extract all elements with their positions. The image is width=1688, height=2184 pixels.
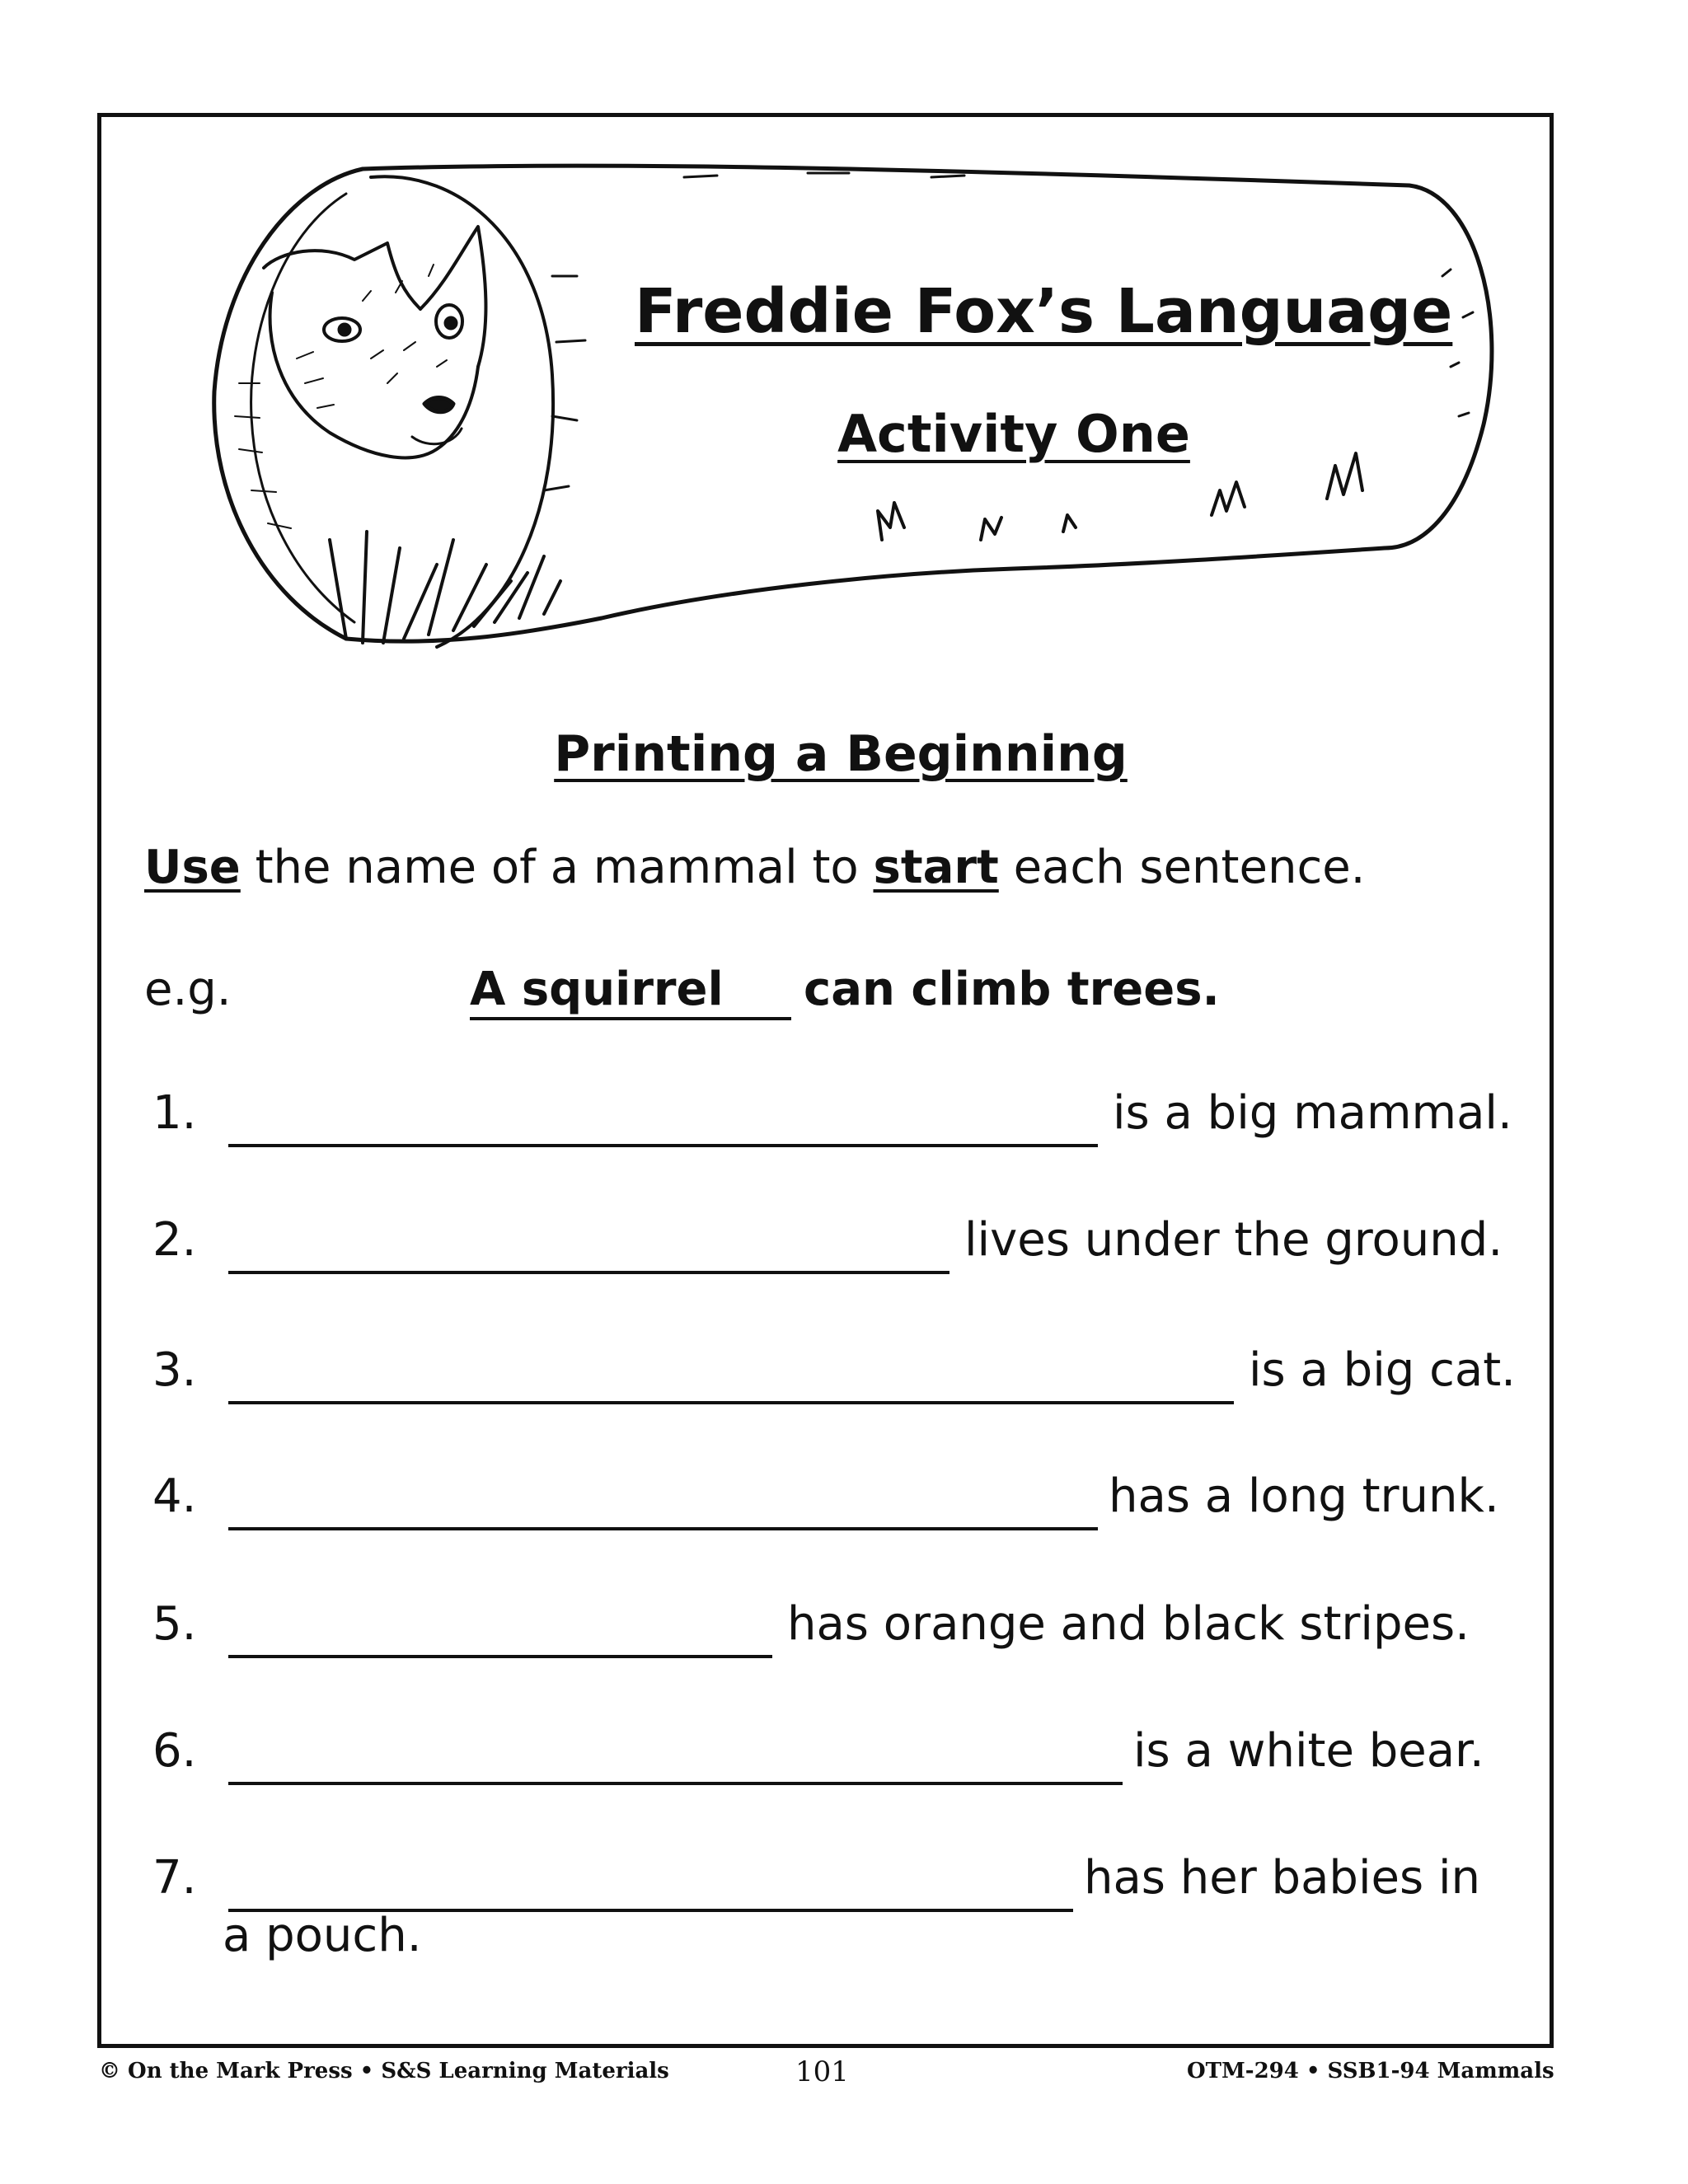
instruction-keyword-use: Use bbox=[144, 841, 241, 894]
exercise-item bbox=[152, 1086, 1554, 1160]
exercise-item bbox=[152, 1851, 1554, 1983]
exercise-item bbox=[152, 1469, 1554, 1544]
item-number: 2. bbox=[152, 1213, 197, 1267]
answer-blank[interactable] bbox=[228, 1782, 1123, 1785]
instruction-keyword-start: start bbox=[873, 841, 999, 894]
item-number: 3. bbox=[152, 1343, 197, 1397]
exercise-item bbox=[152, 1213, 1554, 1287]
instruction-text-1: the name of a mammal to bbox=[240, 841, 874, 894]
item-text: has orange and black stripes. bbox=[787, 1597, 1470, 1651]
answer-blank[interactable] bbox=[228, 1401, 1234, 1404]
example-sentence bbox=[144, 963, 1545, 1029]
exercise-item bbox=[152, 1724, 1554, 1798]
item-text: is a white bear. bbox=[1133, 1724, 1484, 1778]
item-number: 4. bbox=[152, 1469, 197, 1523]
answer-blank[interactable] bbox=[228, 1271, 950, 1274]
exercise-item bbox=[152, 1343, 1554, 1418]
answer-blank[interactable] bbox=[228, 1527, 1098, 1530]
item-text-continued: a pouch. bbox=[223, 1909, 422, 1962]
item-text: is a big cat. bbox=[1249, 1343, 1516, 1397]
item-text: is a big mammal. bbox=[1113, 1086, 1512, 1140]
page-number: 101 bbox=[795, 2055, 849, 2088]
footer-product-code: OTM-294 • SSB1-94 Mammals bbox=[1187, 2059, 1554, 2083]
activity-subtitle: Activity One bbox=[837, 404, 1190, 464]
instruction-text-2: each sentence. bbox=[998, 841, 1366, 894]
exercise-item bbox=[152, 1597, 1554, 1671]
item-number: 1. bbox=[152, 1086, 197, 1140]
example-rest: can climb trees. bbox=[804, 963, 1220, 1016]
instructions bbox=[144, 841, 1365, 894]
item-number: 7. bbox=[152, 1851, 197, 1905]
item-text: has her babies in bbox=[1084, 1851, 1481, 1905]
answer-blank[interactable] bbox=[228, 1144, 1098, 1147]
item-number: 5. bbox=[152, 1597, 197, 1651]
example-answer: A squirrel bbox=[470, 963, 791, 1020]
footer-copyright: © On the Mark Press • S&S Learning Materials bbox=[99, 2059, 669, 2083]
answer-blank[interactable] bbox=[228, 1655, 772, 1658]
page-title: Freddie Fox’s Language bbox=[635, 276, 1453, 347]
item-number: 6. bbox=[152, 1724, 197, 1778]
item-text: has a long trunk. bbox=[1109, 1469, 1499, 1523]
example-label: e.g. bbox=[144, 963, 232, 1016]
section-heading: Printing a Beginning bbox=[554, 725, 1128, 783]
item-text: lives under the ground. bbox=[964, 1213, 1503, 1267]
